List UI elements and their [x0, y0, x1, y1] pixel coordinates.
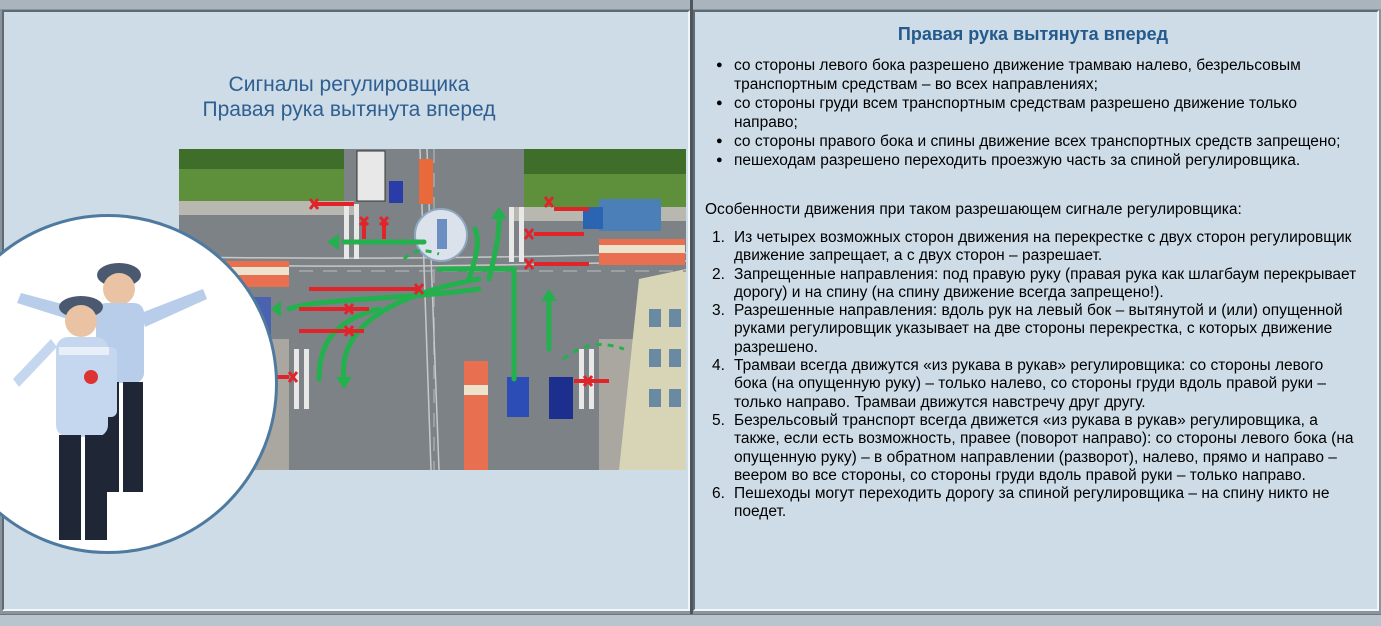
panel-heading: Правая рука вытянута вперед: [897, 24, 1169, 44]
item-number: 3.: [712, 302, 725, 320]
item-number: 5.: [712, 411, 725, 429]
item-number: 1.: [712, 229, 725, 246]
item-number: 4.: [712, 357, 725, 375]
bullet-item: ● со стороны правого бока и спины движение всех транспортных средств запрещено;: [712, 132, 1362, 151]
item-number: 2.: [712, 265, 725, 283]
item-text: Пешеходы могут переходить дорогу за спиной регулировщика – на спину никто не поедет.: [734, 485, 1330, 521]
numbered-item: [708, 357, 1358, 412]
slide-title-line1: Сигналы регулировщика: [228, 73, 470, 96]
window-bottom-bar: [0, 614, 1381, 626]
numbered-item: [708, 266, 1358, 303]
rules-bullet-list: [712, 56, 1362, 170]
item-text: Безрельсовый транспорт всегда движется «из рукава в рукав» регулировщика, а также, если есть возможность, правее (поворот направо): со стороны левого бока (на опущенную руку) – в обратном направлении (разворот), налево, прямо и направо – веером во все стороны, со стороны груди вдоль правой руки – только направо.: [734, 411, 1354, 484]
numbered-item: [708, 485, 1358, 522]
item-text: Из четырех возможных сторон движения на перекрестке с двух сторон регулировщик движение запрещает, а с двух сторон – разрешает.: [734, 229, 1352, 265]
features-numbered-list: [708, 229, 1358, 522]
slide-title: [140, 72, 558, 122]
item-text: Разрешенные направления: вдоль рук на левый бок – вытянутой и (или) опущенной руками регулировщик указывает на две стороны перекрестка, с которых движение разрешено.: [734, 302, 1343, 356]
item-text: Трамваи всегда движутся «из рукава в рукав» регулировщика: со стороны левого бока (на опущенную руку) – только налево, со стороны груди вдоль правой руки – только направо. Трамваи движутся навстречу друг другу.: [734, 357, 1326, 411]
slide-title-line2: Правая рука вытянута вперед: [202, 98, 496, 121]
item-number: 6.: [712, 485, 725, 503]
numbered-item: [708, 302, 1358, 357]
bullet-item: ● пешеходам разрешено переходить проезжую часть за спиной регулировщика.: [712, 151, 1362, 170]
numbered-item: [708, 412, 1358, 485]
features-paragraph: Особенности движения при таком разрешающем сигнале регулировщика:: [705, 201, 1242, 218]
numbered-item: [708, 229, 1358, 266]
bullet-item: ● со стороны груди всем транспортным средствам разрешено движение только направо;: [712, 94, 1362, 132]
bullet-item: ● со стороны левого бока разрешено движение трамваю налево, безрельсовым транспортным средствам – во всех направлениях;: [712, 56, 1362, 94]
item-text: Запрещенные направления: под правую руку (правая рука как шлагбаум перекрывает дорогу) и на спину (на спину движение всегда запрещено!).: [734, 265, 1357, 301]
